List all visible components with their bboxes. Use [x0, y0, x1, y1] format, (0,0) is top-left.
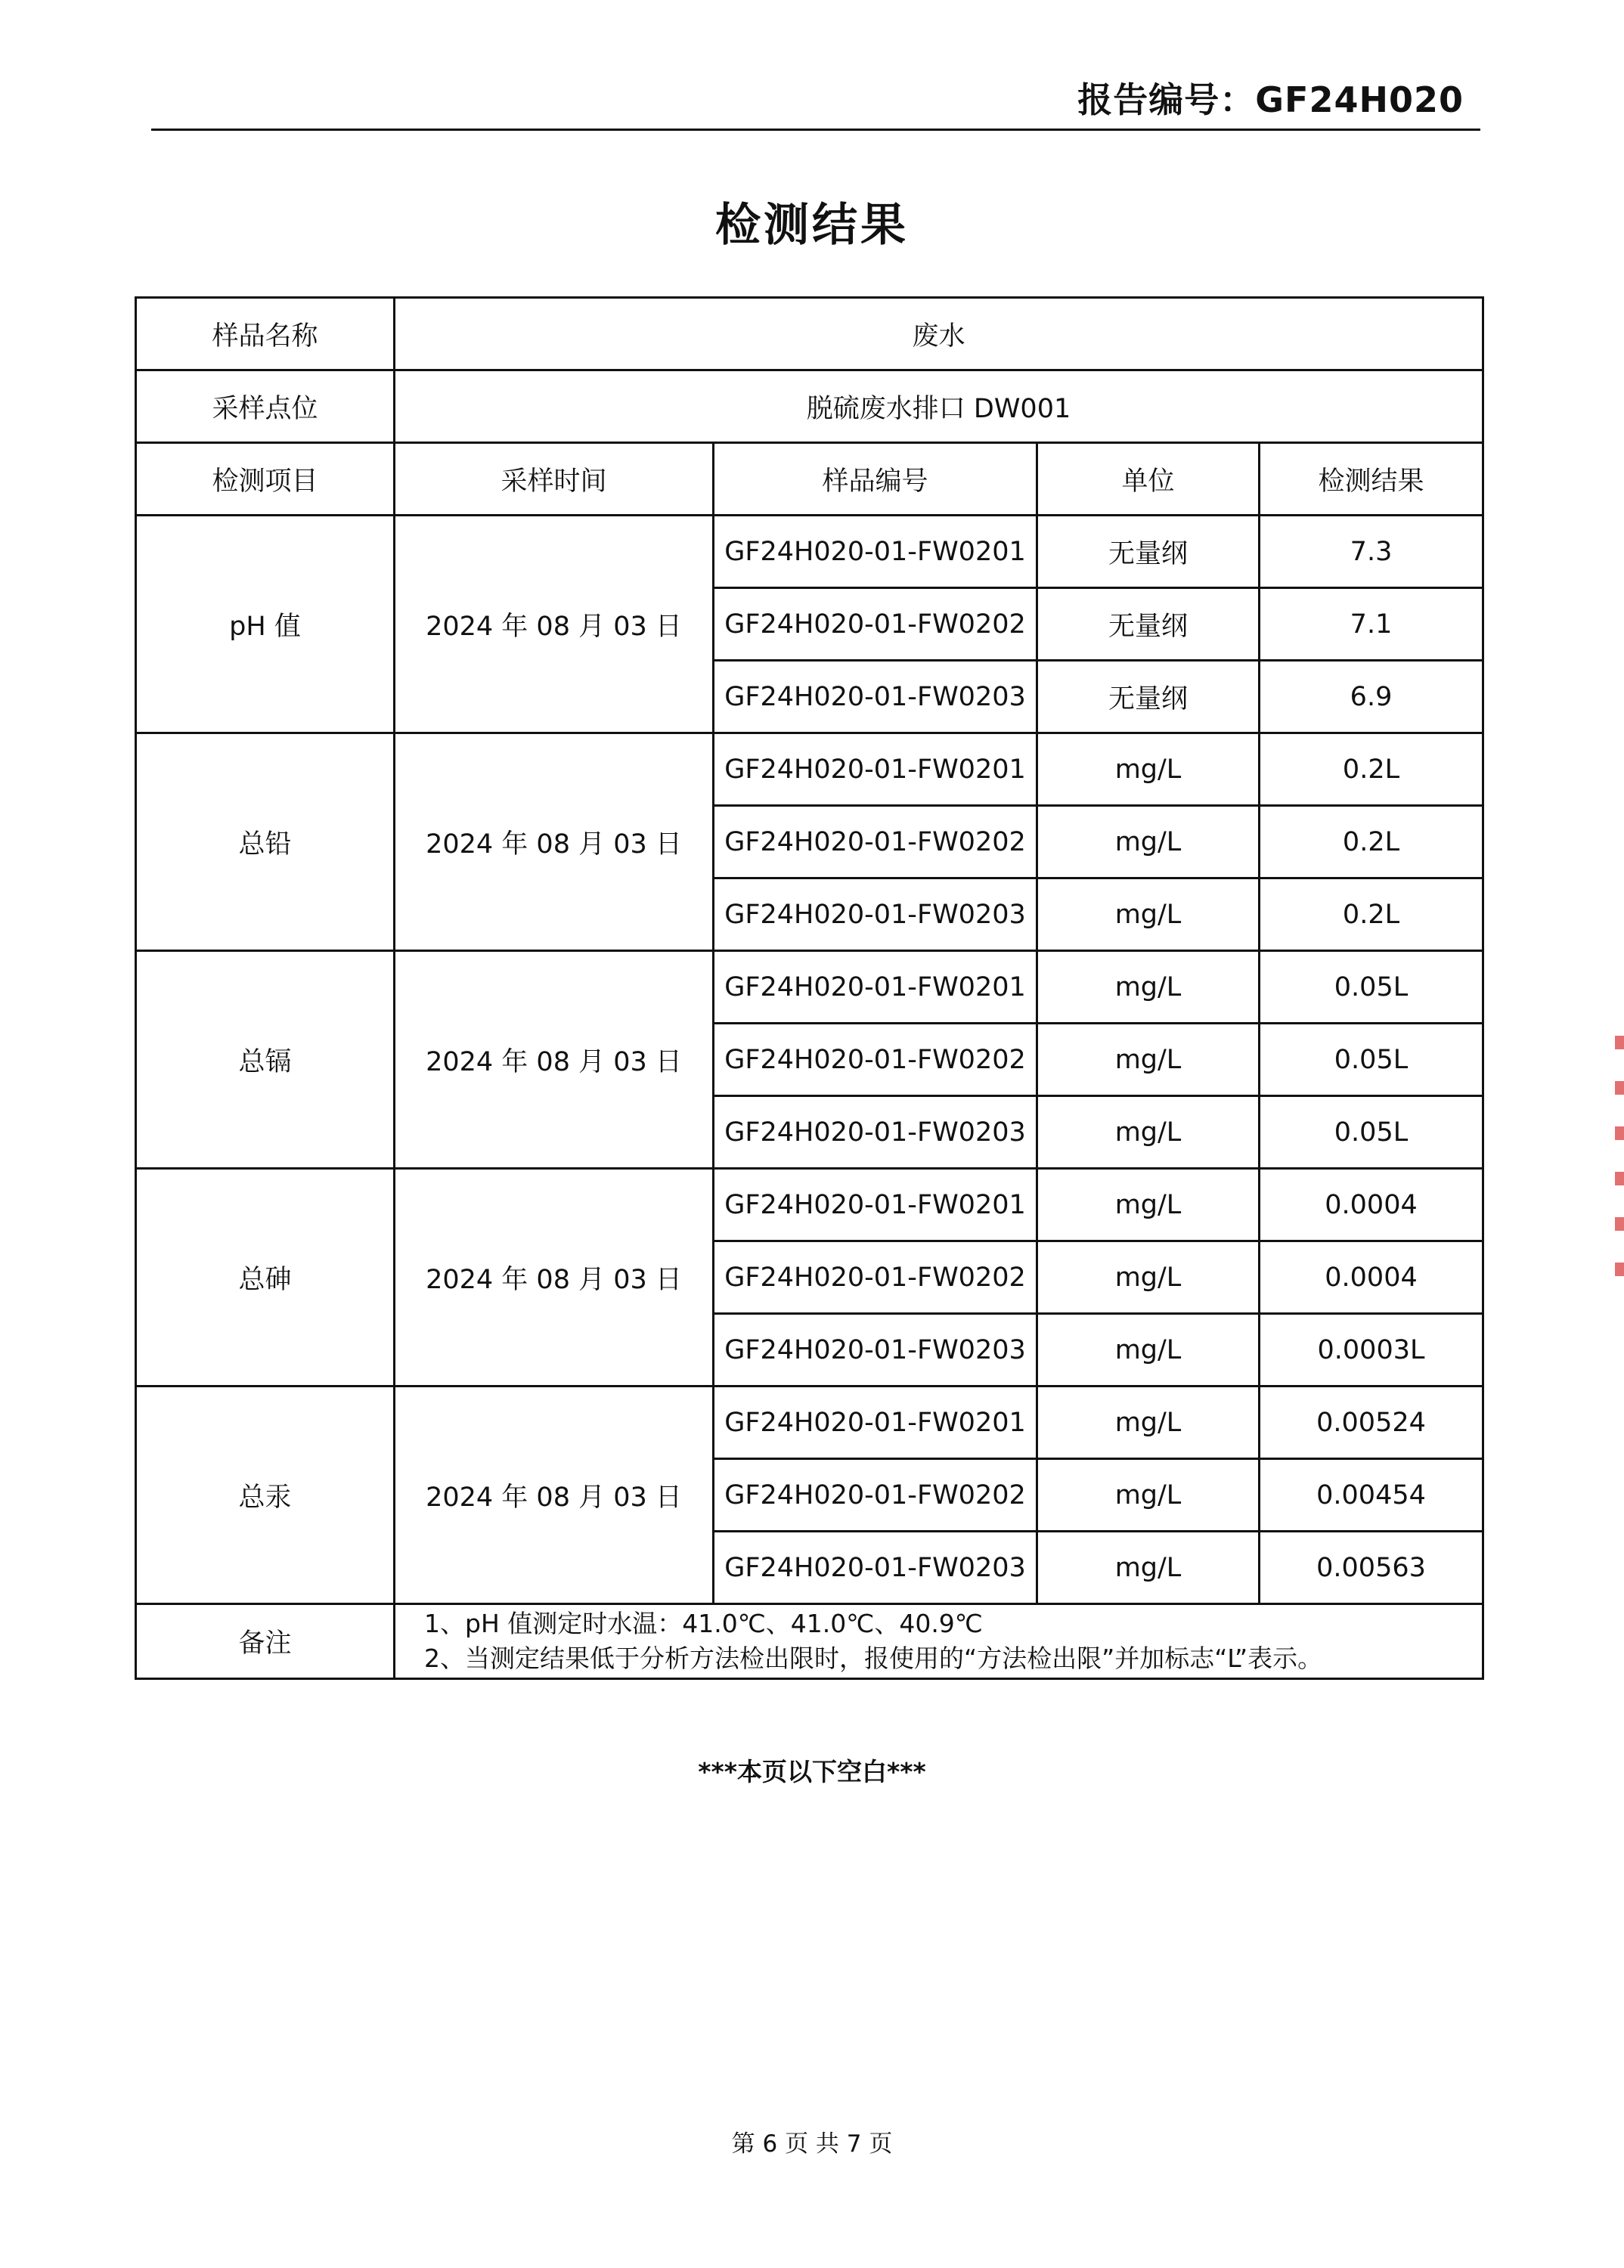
sampling-date: 2024 年 08 月 03 日	[395, 516, 714, 733]
unit: mg/L	[1037, 806, 1260, 878]
sample-id: GF24H020-01-FW0203	[714, 1314, 1037, 1387]
table-row	[136, 1387, 1483, 1459]
sample-id: GF24H020-01-FW0202	[714, 1241, 1037, 1314]
column-header: 检测结果	[1260, 443, 1483, 516]
column-header-row	[136, 443, 1483, 516]
table-row	[136, 1169, 1483, 1241]
sample-id: GF24H020-01-FW0201	[714, 733, 1037, 806]
unit: mg/L	[1037, 1314, 1260, 1387]
result-value: 0.00563	[1260, 1532, 1483, 1604]
sample-id: GF24H020-01-FW0201	[714, 1169, 1037, 1241]
remark-line: 1、pH 值测定时水温：41.0℃、41.0℃、40.9℃	[424, 1609, 983, 1638]
test-item: 总汞	[136, 1387, 395, 1604]
table-row	[136, 516, 1483, 588]
unit: mg/L	[1037, 733, 1260, 806]
sampling-date: 2024 年 08 月 03 日	[395, 951, 714, 1169]
remarks-label: 备注	[136, 1604, 395, 1679]
result-value: 0.2L	[1260, 733, 1483, 806]
results-table	[135, 296, 1484, 1680]
result-value: 0.0004	[1260, 1241, 1483, 1314]
unit: mg/L	[1037, 1459, 1260, 1532]
result-value: 0.2L	[1260, 878, 1483, 951]
table-row	[136, 733, 1483, 806]
column-header: 采样时间	[395, 443, 714, 516]
page-title: 检测结果	[715, 199, 909, 252]
header-divider	[151, 129, 1480, 131]
result-value: 7.1	[1260, 588, 1483, 661]
result-value: 0.05L	[1260, 951, 1483, 1024]
result-value: 0.00454	[1260, 1459, 1483, 1532]
sample-id: GF24H020-01-FW0202	[714, 1024, 1037, 1096]
remarks-row	[136, 1604, 1483, 1679]
unit: mg/L	[1037, 1024, 1260, 1096]
blank-below-note: ***本页以下空白***	[698, 1757, 926, 1786]
result-value: 6.9	[1260, 661, 1483, 733]
unit: mg/L	[1037, 951, 1260, 1024]
page-number: 第 6 页 共 7 页	[731, 2130, 893, 2158]
result-value: 0.0004	[1260, 1169, 1483, 1241]
sample-id: GF24H020-01-FW0203	[714, 1096, 1037, 1169]
unit: mg/L	[1037, 1241, 1260, 1314]
sample-id: GF24H020-01-FW0202	[714, 806, 1037, 878]
unit: 无量纲	[1037, 516, 1260, 588]
test-item: 总铅	[136, 733, 395, 951]
test-item: 总砷	[136, 1169, 395, 1387]
unit: mg/L	[1037, 1387, 1260, 1459]
result-value: 0.2L	[1260, 806, 1483, 878]
sample-id: GF24H020-01-FW0201	[714, 1387, 1037, 1459]
result-value: 0.05L	[1260, 1096, 1483, 1169]
remarks-content	[395, 1604, 1483, 1679]
unit: mg/L	[1037, 1169, 1260, 1241]
info-value: 废水	[395, 298, 1483, 370]
sampling-date: 2024 年 08 月 03 日	[395, 1169, 714, 1387]
sample-id: GF24H020-01-FW0203	[714, 1532, 1037, 1604]
sample-id: GF24H020-01-FW0201	[714, 951, 1037, 1024]
seal-stamp-edge	[1615, 1036, 1624, 1308]
info-value: 脱硫废水排口 DW001	[395, 370, 1483, 443]
sample-id: GF24H020-01-FW0203	[714, 878, 1037, 951]
unit: 无量纲	[1037, 661, 1260, 733]
remark-line: 2、当测定结果低于分析方法检出限时，报使用的“方法检出限”并加标志“L”表示。	[424, 1644, 1323, 1673]
sampling-date: 2024 年 08 月 03 日	[395, 733, 714, 951]
column-header: 检测项目	[136, 443, 395, 516]
info-row-sampling-point	[136, 370, 1483, 443]
test-item: pH 值	[136, 516, 395, 733]
column-header: 单位	[1037, 443, 1260, 516]
report-number: 报告编号：GF24H020	[1077, 79, 1464, 120]
sample-id: GF24H020-01-FW0201	[714, 516, 1037, 588]
info-label: 采样点位	[136, 370, 395, 443]
unit: mg/L	[1037, 1096, 1260, 1169]
sample-id: GF24H020-01-FW0203	[714, 661, 1037, 733]
test-item: 总镉	[136, 951, 395, 1169]
sampling-date: 2024 年 08 月 03 日	[395, 1387, 714, 1604]
result-value: 0.00524	[1260, 1387, 1483, 1459]
unit: mg/L	[1037, 1532, 1260, 1604]
info-row-sample-name	[136, 298, 1483, 370]
sample-id: GF24H020-01-FW0202	[714, 588, 1037, 661]
result-value: 0.05L	[1260, 1024, 1483, 1096]
unit: mg/L	[1037, 878, 1260, 951]
result-value: 0.0003L	[1260, 1314, 1483, 1387]
sample-id: GF24H020-01-FW0202	[714, 1459, 1037, 1532]
unit: 无量纲	[1037, 588, 1260, 661]
result-value: 7.3	[1260, 516, 1483, 588]
info-label: 样品名称	[136, 298, 395, 370]
table-row	[136, 951, 1483, 1024]
column-header: 样品编号	[714, 443, 1037, 516]
